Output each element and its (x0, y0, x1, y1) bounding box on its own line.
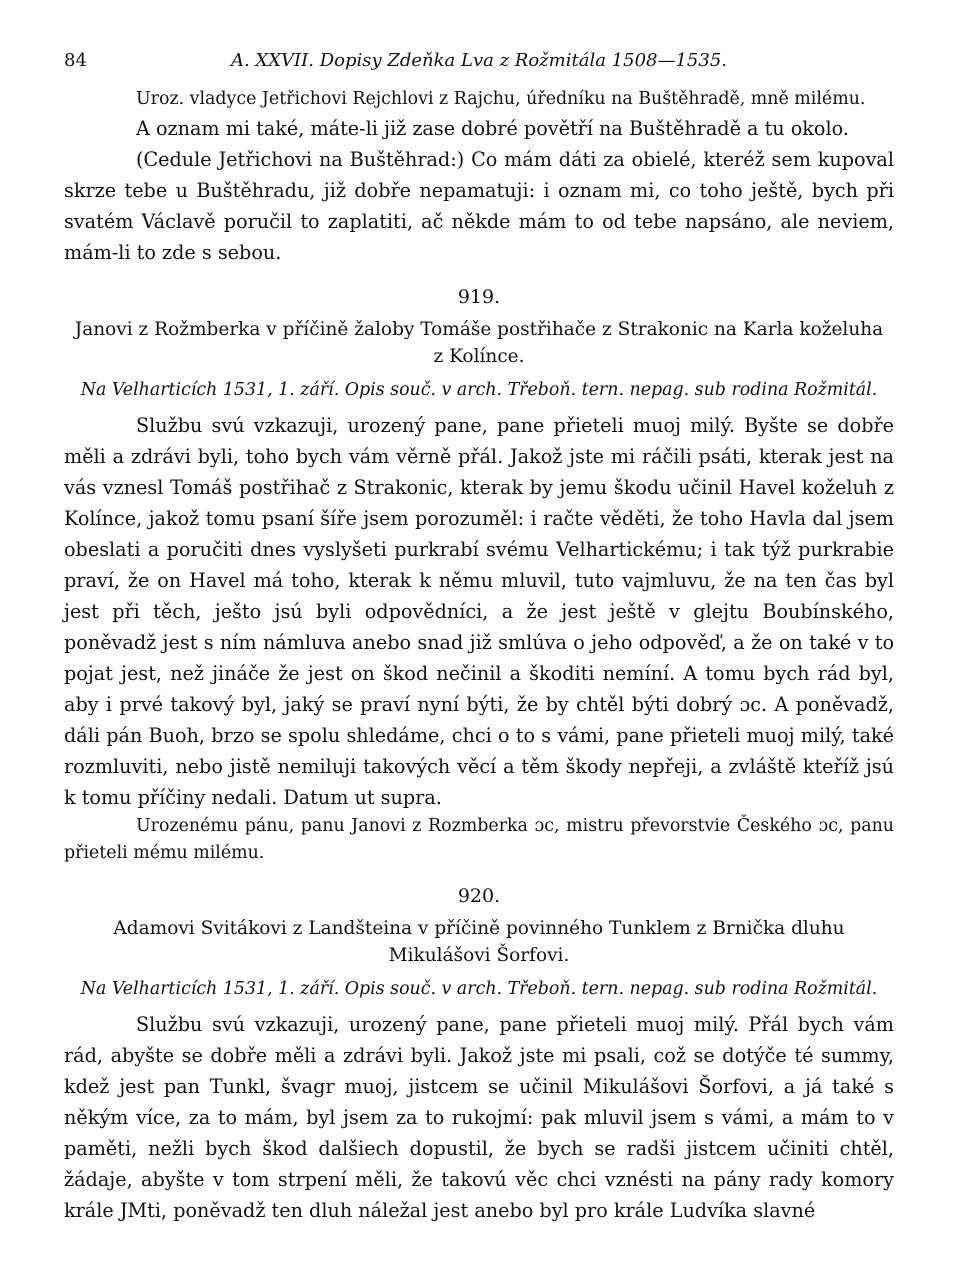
letter-920 (64, 881, 894, 1226)
intro-address: Uroz. vladyce Jetřichovi Rejchlovi z Rajchu, úředníku na Buštěhradě, mně milému. (136, 89, 866, 109)
letter-number: 920. (457, 885, 501, 907)
letter-919 (64, 282, 894, 867)
running-head (64, 44, 894, 78)
running-title: A. XXVII. Dopisy Zdeňka Lva z Rožmitála 1508—1535. (230, 50, 728, 71)
letter-number: 919. (457, 286, 501, 308)
letter-address: Urozenému pánu, panu Janovi z Rozmberka ɔc, mistru převorstvie Českého ɔc, panu přieteli mému milému. (64, 816, 894, 863)
page-number: 84 (64, 50, 87, 71)
intro-cedule: (Cedule Jetřichovi na Buštěhrad:) Co mám dáti za obielé, kteréž sem kupoval skrze tebe u Buštěhradu, již dobře nepamatuji: i oznam mi, co toho ještě, bych při svatém Václavě poručil to zaplatiti, ač někde mám to od tebe napsáno, ale neviem, mám-li to zde s sebou. (64, 148, 894, 264)
intro-postscript: A oznam mi také, máte-li již zase dobré povětří na Buštěhradě a tu okolo. (136, 117, 849, 140)
letter-regest: Janovi z Rožmberka v příčině žaloby Tomáše postřihače z Strakonic na Karla koželuha z Kolínce. (74, 319, 884, 367)
letter-regest: Adamovi Svitákovi z Landšteina v příčině povinného Tunklem z Brnička dluhu Mikulášovi Šorfovi. (113, 918, 845, 966)
letter-source: Na Velharticích 1531, 1. září. Opis souč. v arch. Třeboň. tern. nepag. sub rodina Rožmitál. (80, 979, 878, 999)
letter-body: Službu svú vzkazuji, urozený pane, pane přieteli muoj milý. Byšte se dobře měli a zdrávi byli, toho bych vám věrně přál. Jakož jste mi ráčili psáti, kterak jest na vás vznesl Tomáš postřihač z Strakonic, kterak by jemu škodu učinil Havel koželuh z Kolínce, jakož tomu psaní šíře jsem porozuměl: i račte věděti, že toho Havla dal jsem obeslati a poručiti dnes vyslyšeti purkrabí svému Velhartickému; i tak týž purkrabie praví, že on Havel má toho, kterak k němu mluvil, tuto vajmluvu, že na ten čas byl jest při těch, ješto jsú byli odpovědníci, a že jest ještě v glejtu Boubínského, poněvadž jest s ním námluva anebo snad již smlúva o jeho odpověď, a že on také v to pojat jest, než jináče že jest on škod nečinil a škoditi nemíní. A tomu bych rád byl, aby i prvé takový byl, jaký se praví nyní býti, že by chtěl býti dobrý ɔc. A poněvadž, dáli pán Buoh, brzo se spolu shledáme, chci o to s vámi, pane přieteli muoj milý, také rozmluviti, nebo jistě nemiluji takových věcí a těm škody nepřeji, a zvláště kteříž jsú k tomu příčiny nedali. Datum ut supra. (64, 414, 894, 809)
letter-body: Službu svú vzkazuji, urozený pane, pane přieteli muoj milý. Přál bych vám rád, abyšte se dobře měli a zdrávi byli. Jakož jste mi psali, což se dotýče té summy, kdež jest pan Tunkl, švagr muoj, jistcem se učinil Mikulášovi Šorfovi, a já také s někým více, za to mám, byl jsem za to rukojmí: pak mluvil jsem s vámi, a mám to v paměti, nežli bych škod dalšiech dopustil, že bych se radši jistcem učiniti chtěl, žádaje, abyšte v tom strpení měli, že takovú věc chci vznésti na pány rady komory krále JMti, poněvadž ten dluh náležal jest anebo byl pro krále Ludvíka slavné (64, 1013, 894, 1222)
letter-source: Na Velharticích 1531, 1. září. Opis souč. v arch. Třeboň. tern. nepag. sub rodina Rožmitál. (80, 380, 878, 400)
